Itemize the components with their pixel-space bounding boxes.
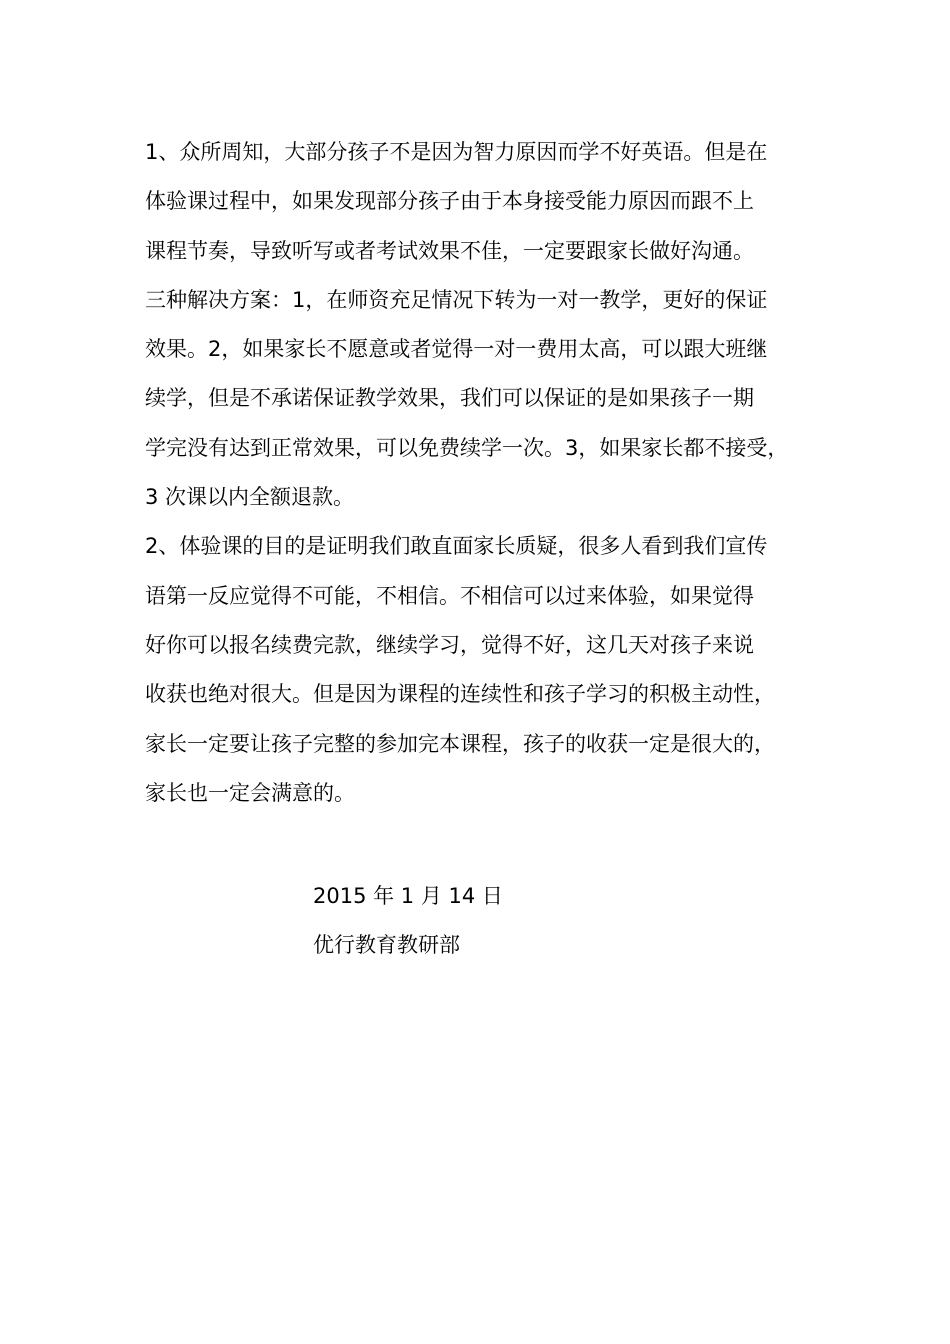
paragraph-line: 续学，但是不承诺保证教学效果，我们可以保证的是如果孩子一期 [145,386,754,411]
paragraph-line: 课程节奏，导致听写或者考试效果不佳，一定要跟家长做好沟通。 [145,238,754,263]
paragraph-line: 2、体验课的目的是证明我们敢直面家长质疑，很多人看到我们宣传 [145,534,768,559]
paragraph-line: 学完没有达到正常效果，可以免费续学一次。3，如果家长都不接受， [145,435,789,460]
paragraph-line: 3 次课以内全额退款。 [145,485,355,510]
paragraph-line: 效果。2，如果家长不愿意或者觉得一对一费用太高，可以跟大班继 [145,337,768,362]
paragraph-line: 好你可以报名续费完款，继续学习，觉得不好，这几天对孩子来说 [145,632,754,657]
paragraph-line: 体验课过程中，如果发现部分孩子由于本身接受能力原因而跟不上 [145,189,754,214]
paragraph-line: 家长一定要让孩子完整的参加完本课程，孩子的收获一定是很大的， [145,731,775,756]
paragraph-line: 1、众所周知，大部分孩子不是因为智力原因而学不好英语。但是在 [145,140,768,164]
paragraph-line: 三种解决方案：1，在师资充足情况下转为一对一教学，更好的保证 [145,287,768,312]
document-body [145,128,825,818]
signature-organization: 优行教育教研部 [313,933,460,957]
paragraph-line: 收获也绝对很大。但是因为课程的连续性和孩子学习的积极主动性， [145,682,775,707]
signature-date: 2015 年 1 月 14 日 [313,884,503,908]
paragraph-line: 语第一反应觉得不可能，不相信。不相信可以过来体验，如果觉得 [145,583,754,608]
paragraph-2 [145,522,825,818]
paragraph-1 [145,128,825,522]
paragraph-line: 家长也一定会满意的。 [145,780,355,805]
